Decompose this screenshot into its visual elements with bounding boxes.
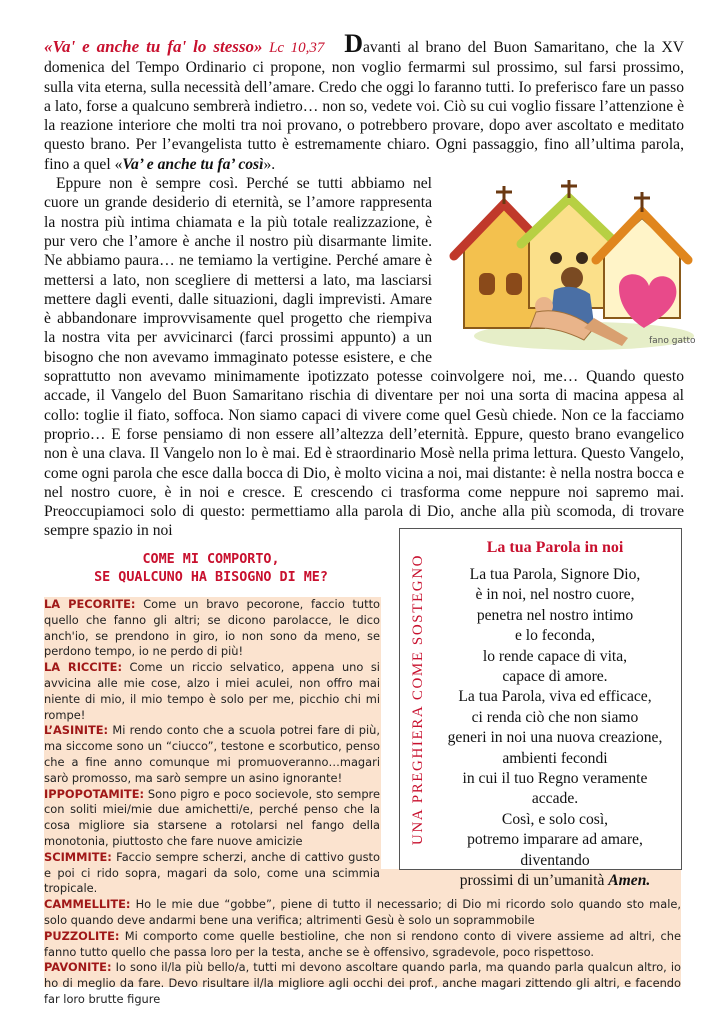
questionnaire-item xyxy=(44,897,681,929)
questionnaire-title-line-2: SE QUALCUNO HA BISOGNO DI ME? xyxy=(94,570,328,585)
gospel-quote: Va’ e anche tu fa’ così xyxy=(122,155,264,173)
questionnaire-item xyxy=(44,597,380,660)
item-term: PAVONITE: xyxy=(44,960,112,975)
prayer-last-line xyxy=(430,871,680,891)
prayer-text xyxy=(430,565,680,892)
questionnaire-item xyxy=(44,787,380,850)
item-text: Sono pigro e poco socievole, sto sempre con soliti miei/mie due amichetti/e, perché penso che la cosa migliore sia starsene a rotolarsi nel fango della monotonia, piuttosto che fare nuove amicizie xyxy=(44,786,380,848)
item-text: Faccio sempre scherzi, anche di cattivo gusto e poi ci rido sopra, magari da solo, come una scimmia tropicale. xyxy=(44,849,380,896)
article-paragraph-1 xyxy=(44,29,684,174)
article xyxy=(44,29,696,541)
prayer-line: diventando xyxy=(520,851,590,869)
paragraph-1-text: avanti al brano del Buon Samaritano, che la XV domenica del Tempo Ordinario ci propone, non voglio fermarmi sul prossimo, sul farsi prossimo, sulla vita eterna, sulla necessità dell’amare. Credo che oggi lo faranno tutti. Io preferisco fare un passo a lato, forse a qualcuno sembrerà indietro… non so, vedete voi. Ciò su cui voglio fissare l’attenzione è la reazione interiore che molti tra noi provano, o potrebbero provare, dopo aver ascoltato e meditato questo brano. Per l’evangelista tutto è estremamente chiaro. Ogni passaggio, fino all’ultima parola, fino a quel « xyxy=(44,39,684,173)
prayer-line: Così, e solo così, xyxy=(501,810,609,828)
prayer-box xyxy=(399,528,682,890)
item-term: CAMMELLITE: xyxy=(44,897,131,912)
prayer-side-label xyxy=(406,529,432,869)
prayer-line: accade. xyxy=(531,790,579,808)
item-text: Io sono il/la più bello/a, tutti mi devono ascoltare quando parla, ma quando parla qualcun altro, io ho di meglio da fare. Devo risultare il/la migliore agli occhi dei prof., anche magari zittendo gli altri, e facendo far loro brutte figure xyxy=(44,960,681,1006)
illustration-signature: fano gatto xyxy=(649,336,696,347)
prayer-line: ci renda ciò che non siamo xyxy=(471,708,639,726)
side-label-text: UNA PREGHIERA COME SOSTEGNO xyxy=(410,553,427,845)
questionnaire-item xyxy=(44,929,681,961)
article-paragraph-2: Eppure non è sempre così. Perché se tutti abbiamo nel cuore un grande desiderio di eternità, se l’amore rappresenta la nostra più intima chiamata e la più totale realizzazione, è pur vero che l’amore è anche il nostro più disarmante limite. Ne abbiamo paura… ne temiamo la vertigine. Perché amare è mettersi a lato, non scegliere di mettersi a lato, ma lasciarsi mettere dagli eventi, dalle situazioni, dagli imprevisti. Amare è abbandonare improvvisamente quel progetto che riempiva la nostra vita per avvicinarci (farci prossimi appunto) a un bisogno che non avevamo immaginato potesse esistere, e che soprattutto non avevamo minimamente ipotizzato potesse coinvolgere noi, me… Quando questo accade, il Vangelo del Buon Samaritano rischia di diventare per noi una sorta di macina appesa al collo: toglie il fiato, soffoca. Non siamo capaci di vivere come quel Gesù chiede. Non ce la facciamo proprio… E forse pensiamo di non essere all’altezza dell’eternità. Eppure, questo brano evangelico non è una clava. Il Vangelo non lo è mai. Ed è straordinario Mosè nella prima lettura. Questo Vangelo, come ogni parola che esce dalla bocca di Dio, è molto vicina a noi, mai distante: è nella nostra bocca e nel nostro cuore, è in noi e cresce. E crescendo ci trasforma come neppure noi sapremo mai. Preoccupiamoci solo di questo: permettiamo alla parola di Dio, anche alla più scomoda, di trovare sempre spazio in noi xyxy=(44,175,684,540)
prayer-line: penetra nel nostro intimo xyxy=(476,606,634,624)
item-text: Come un bravo pecorone, faccio tutto quello che fanno gli altri; se dicono parolacce, le dico anch'io, se prendono in giro, io non sono da meno, se perdono tempo, io ne perdo di più! xyxy=(44,597,381,659)
quote-close: ». xyxy=(263,155,276,173)
drop-cap: D xyxy=(344,29,363,58)
item-term: L’ASINITE: xyxy=(44,723,109,738)
prayer-line: La tua Parola, Signore Dio, xyxy=(469,566,641,583)
prayer-title: La tua Parola in noi xyxy=(486,539,624,556)
prayer-line: La tua Parola, viva ed efficace, xyxy=(458,688,652,706)
item-term: SCIMMITE: xyxy=(44,849,112,864)
item-term: LA PECORITE: xyxy=(44,597,136,611)
amen: Amen. xyxy=(608,872,651,890)
item-text: Ho le mie due “gobbe”, piene di tutto il necessario; di Dio mi ricordo solo quando sto male, solo quando deve andarmi bene una verifica; altrimenti Gesù è solo un soprammobile xyxy=(44,897,681,927)
article-title: «Va' e anche tu fa' lo stesso» xyxy=(44,37,263,56)
bible-reference: Lc 10,37 xyxy=(269,40,325,56)
item-term: PUZZOLITE: xyxy=(44,928,120,943)
questionnaire-item xyxy=(44,960,681,1007)
questionnaire-item xyxy=(44,723,380,786)
prayer-line: in cui il tuo Regno veramente xyxy=(462,770,648,788)
prayer-line: generi in noi una nuova creazione, xyxy=(447,729,663,747)
prayer-line: è in noi, nel nostro cuore, xyxy=(475,586,635,604)
illustration-good-samaritan xyxy=(444,178,696,358)
item-text: Come un riccio selvatico, appena uno si avvicina alle mie cose, alzo i miei aculei, non offro mai niente di mio, il mio tempo è solo per me, picchio chi mi rompe! xyxy=(44,660,380,722)
item-term: LA RICCITE: xyxy=(44,660,122,675)
questionnaire-title-line-1: COME MI COMPORTO, xyxy=(142,552,280,567)
item-term: IPPOPOTAMITE: xyxy=(44,786,145,801)
questionnaire-title xyxy=(44,551,378,587)
prayer-line: potremo imparare ad amare, xyxy=(467,831,643,849)
prayer-line: e lo feconda, xyxy=(514,627,596,645)
item-text: Mi comporto come quelle bestioline, che non si rendono conto di vivere assieme ad altri, che fanno tutto quello che passa loro per la testa, anche se è offensivo, sgradevole, poco rispettoso. xyxy=(44,928,681,959)
questionnaire-item xyxy=(44,850,380,897)
prayer-line: capace di amore. xyxy=(502,668,608,686)
questionnaire-item xyxy=(44,660,380,723)
item-text: Mi rendo conto che a scuola potrei fare di più, ma siccome sono un “ciucco”, testone e scorbutico, penso che a fine anno comunque mi promuoveranno…magari sarò promosso, ma sarò sempre un asino ignorante! xyxy=(44,723,380,785)
prayer-last-line-text: prossimi di un’umanità xyxy=(459,872,609,890)
prayer-line: lo rende capace di vita, xyxy=(482,647,628,665)
prayer-line: ambienti fecondi xyxy=(502,749,608,767)
